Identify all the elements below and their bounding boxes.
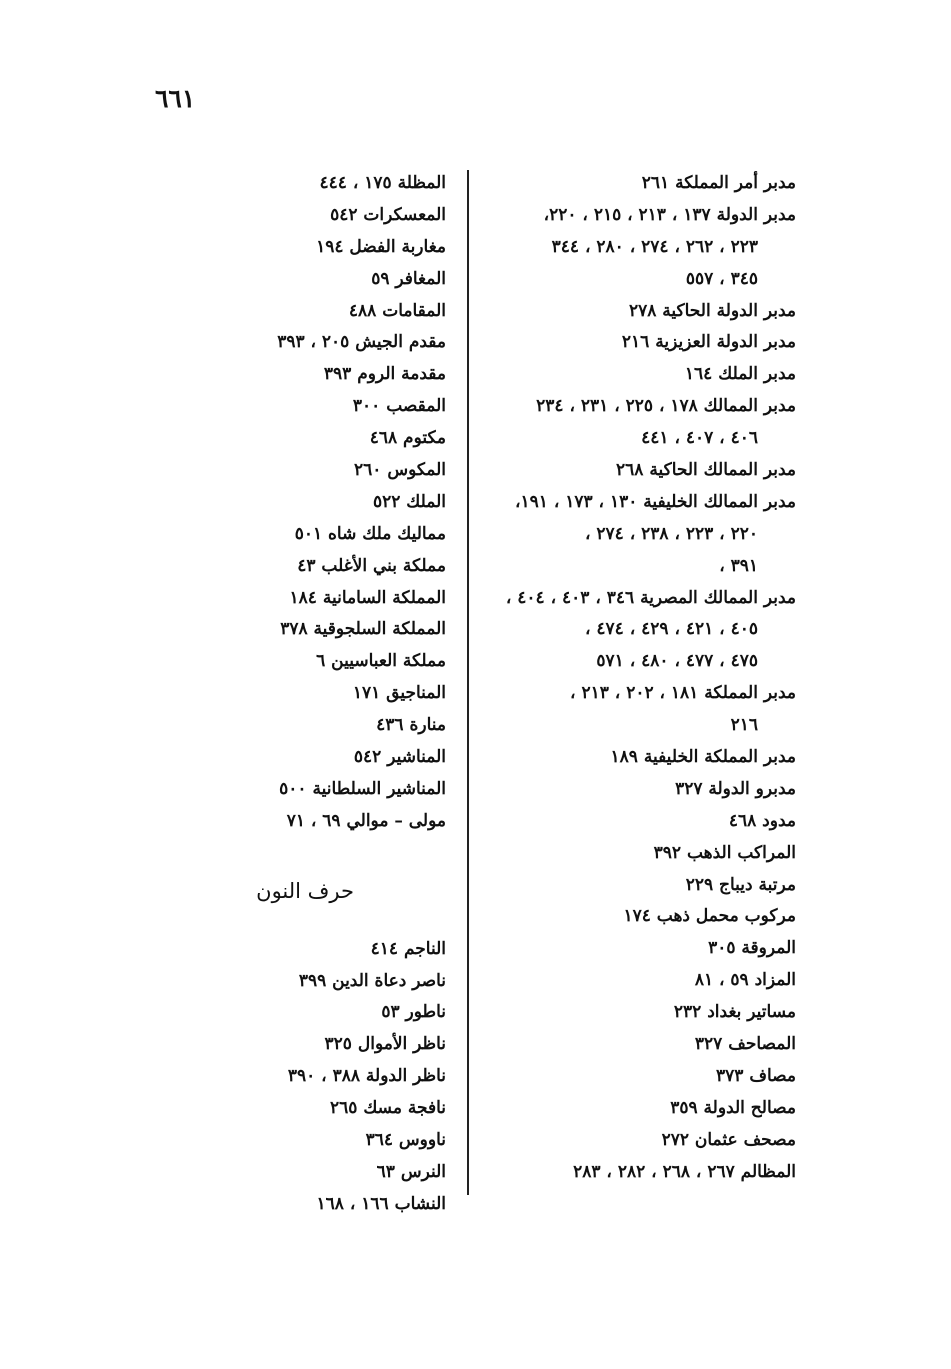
page-number: ٦٦١ (155, 84, 196, 113)
index-entry: المقصب ٣٠٠ (352, 396, 446, 417)
index-entry: ٤٠٥ ، ٤٢١ ، ٤٢٩ ، ٤٧٤ ، (584, 619, 758, 640)
index-entry: مدبرو الدولة ٣٢٧ (675, 778, 796, 799)
index-entry: المظالم ٢٦٧ ، ٢٦٨ ، ٢٨٢ ، ٢٨٣ (573, 1161, 796, 1182)
index-entry: ٣٤٥ ، ٥٥٧ (685, 268, 758, 289)
index-entry: مساتير بغداد ٢٣٢ (673, 1002, 796, 1023)
index-entry: ٤٠٦ ، ٤٠٧ ، ٤٤١ (641, 428, 758, 449)
index-entry: النرس ٦٣ (376, 1161, 446, 1182)
index-entry: ٢٢٠ ، ٢٢٣ ، ٢٣٨ ، ٢٧٤ ، (584, 523, 758, 544)
index-entry: مصاف ٣٧٣ (716, 1065, 796, 1086)
index-entry: مدبر المملكة ١٨١ ، ٢٠٢ ، ٢١٣ ، (570, 683, 796, 704)
index-entry: مركوب محمل ذهب ١٧٤ (623, 906, 796, 927)
index-entry: مدبر الممالك المصرية ٣٤٦ ، ٤٠٣ ، ٤٠٤ ، (505, 587, 796, 608)
section-heading-nun: حرف النون (256, 878, 354, 903)
index-entry: ٢١٦ (730, 715, 758, 736)
index-entry: مقدمة الروم ٣٩٣ (323, 364, 446, 385)
index-entry: النشاب ١٦٦ ، ١٦٨ (316, 1193, 446, 1214)
index-entry: مقدم الجيش ٢٠٥ ، ٣٩٣ (277, 332, 446, 353)
index-entry: المناشير ٥٤٢ (353, 747, 446, 768)
index-entry: المزاد ٥٩ ، ٨١ (694, 970, 796, 991)
index-entry: ناظر الدولة ٣٨٨ ، ٣٩٠ (287, 1066, 446, 1087)
index-entry: مملكة بني الأغلب ٤٣ (297, 555, 446, 576)
index-entry: مدبر الممالك الحاكية ٢٦٨ (616, 460, 796, 481)
index-entry: مدبر أمر المملكة ٢٦١ (641, 173, 796, 193)
index-entry: ناصر دعاة الدين ٣٩٩ (298, 970, 446, 991)
index-entry: مملكة العباسيين ٦ (316, 651, 446, 672)
index-entry: المملكة السامانية ١٨٤ (289, 587, 446, 608)
index-entry: ٤٧٥ ، ٤٧٧ ، ٤٨٠ ، ٥٧١ (596, 651, 758, 672)
index-entry: مدبر الممالك الخليفية ١٣٠ ، ١٧٣ ، ١٩١، (515, 491, 796, 512)
index-entry: مغاربة الفضل ١٩٤ (316, 236, 446, 257)
index-entry: المقامات ٤٨٨ (348, 300, 446, 321)
index-list-nun (231, 934, 446, 1221)
index-entry: المكوس ٢٦٠ (354, 460, 446, 481)
column-divider (467, 170, 469, 1195)
index-entry: ناووس ٣٦٤ (365, 1130, 446, 1151)
index-entry: الناجم ٤١٤ (370, 938, 446, 959)
index-list-mim-continued (231, 168, 446, 838)
index-entry: نافجة مسك ٢٦٥ (330, 1098, 446, 1119)
index-entry: المعسكرات ٥٤٢ (330, 204, 446, 225)
index-entry: ٢٢٣ ، ٢٦٢ ، ٢٧٤ ، ٢٨٠ ، ٣٤٤ (551, 236, 758, 257)
index-entry: مصحف عثمان ٢٧٢ (661, 1129, 796, 1150)
index-entry: منارة ٤٣٦ (376, 715, 446, 736)
index-entry: مدبر الدولة ١٣٧ ، ٢١٣ ، ٢١٥ ، ٢٢٠، (543, 204, 796, 225)
index-entry: مدبر الدولة العزيزية ٢١٦ (621, 332, 796, 353)
index-entry: المروقة ٣٠٥ (708, 938, 796, 959)
index-entry: المراكب الذهب ٣٩٢ (653, 842, 796, 863)
index-entry: مدبر الملك ١٦٤ (684, 364, 796, 385)
index-entry: مدبر الممالك ١٧٨ ، ٢٢٥ ، ٢٣١ ، ٢٣٤ (536, 396, 796, 417)
index-entry: المغافر ٥٩ (371, 268, 446, 289)
index-entry: ٣٩١ ، (719, 555, 758, 576)
index-entry: الملك ٥٢٢ (372, 491, 446, 512)
index-entry: المملكة السلجوقية ٣٧٨ (280, 619, 446, 640)
index-entry: مولى – موالي ٦٩ ، ٧١ (286, 810, 446, 831)
index-entry: مدود ٤٦٨ (728, 810, 796, 831)
index-entry: المصاحف ٣٢٧ (694, 1034, 796, 1055)
index-entry: المناشير السلطانية ٥٠٠ (279, 778, 446, 799)
index-entry: مكتوم ٤٦٨ (369, 428, 446, 449)
index-entry: المظلة ١٧٥ ، ٤٤٤ (319, 173, 446, 193)
index-entry: ناطور ٥٣ (381, 1002, 446, 1023)
index-entry: ناظر الأموال ٣٢٥ (324, 1034, 446, 1055)
index-entry: مصالح الدولة ٣٥٩ (670, 1097, 796, 1118)
index-entry: مماليك ملك شاه ٥٠١ (294, 523, 446, 544)
index-entry: مدبر الدولة الحاكية ٢٧٨ (628, 300, 796, 321)
index-column-right (491, 168, 796, 1189)
index-column-left (231, 168, 446, 1221)
index-entry: مدبر المملكة الخليفية ١٨٩ (610, 747, 796, 768)
index-entry: مرتبة ديباج ٢٢٩ (685, 874, 796, 895)
index-entry: المناجيق ١٧١ (352, 683, 446, 704)
